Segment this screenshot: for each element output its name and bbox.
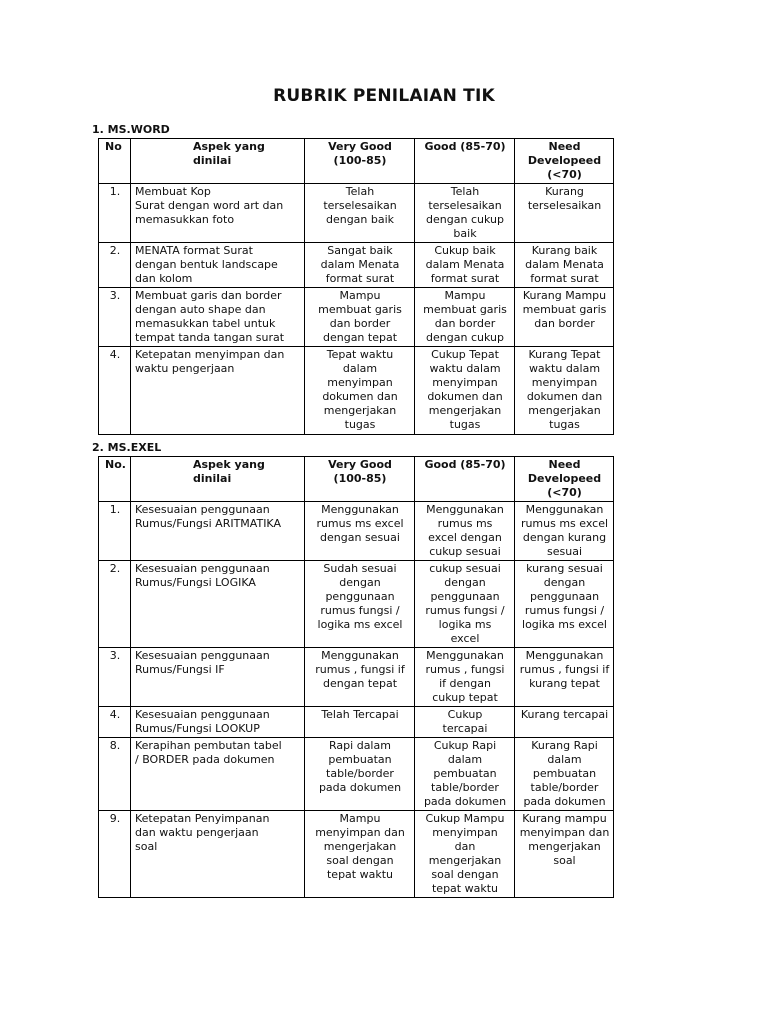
row-number: 1.	[99, 502, 131, 561]
row-very-good: Telah terselesaikan dengan baik	[305, 184, 415, 243]
row-need-developed: Kurang tercapai	[515, 707, 614, 738]
row-aspect: Kerapihan pembutan tabel / BORDER pada dokumen	[131, 738, 305, 811]
section-label-word: 1. MS.WORD	[92, 123, 170, 136]
row-need-developed: Menggunakan rumus , fungsi if kurang tepat	[515, 648, 614, 707]
row-aspect: Kesesuaian penggunaan Rumus/Fungsi ARITMATIKA	[131, 502, 305, 561]
header-need-developed: Need Developeed (<70)	[515, 139, 614, 184]
row-good: Mampu membuat garis dan border dengan cukup	[415, 288, 515, 347]
row-aspect: Ketepatan Penyimpanan dan waktu pengerjaan soal	[131, 811, 305, 898]
row-aspect: Membuat Kop Surat dengan word art dan memasukkan foto	[131, 184, 305, 243]
row-need-developed: Kurang Mampu membuat garis dan border	[515, 288, 614, 347]
row-need-developed: Kurang Rapi dalam pembuatan table/border pada dokumen	[515, 738, 614, 811]
table-row	[99, 561, 614, 648]
row-need-developed: kurang sesuai dengan penggunaan rumus fungsi / logika ms excel	[515, 561, 614, 648]
word-rubric-table	[98, 138, 614, 435]
table-row	[99, 243, 614, 288]
table-row	[99, 738, 614, 811]
row-number: 8.	[99, 738, 131, 811]
header-good: Good (85-70)	[415, 139, 515, 184]
table-row	[99, 347, 614, 435]
header-very-good: Very Good (100-85)	[305, 139, 415, 184]
row-aspect: Kesesuaian penggunaan Rumus/Fungsi IF	[131, 648, 305, 707]
row-good: Menggunakan rumus , fungsi if dengan cukup tepat	[415, 648, 515, 707]
row-very-good: Menggunakan rumus , fungsi if dengan tepat	[305, 648, 415, 707]
header-aspect: Aspek yang dinilai	[131, 457, 305, 502]
row-need-developed: Kurang mampu menyimpan dan mengerjakan soal	[515, 811, 614, 898]
row-number: 3.	[99, 288, 131, 347]
table-row	[99, 502, 614, 561]
row-very-good: Sangat baik dalam Menata format surat	[305, 243, 415, 288]
row-aspect: Membuat garis dan border dengan auto shape dan memasukkan tabel untuk tempat tanda tangan surat	[131, 288, 305, 347]
table-header-row	[99, 457, 614, 502]
row-number: 2.	[99, 243, 131, 288]
document-title: RUBRIK PENILAIAN TIK	[273, 86, 495, 106]
row-very-good: Rapi dalam pembuatan table/border pada dokumen	[305, 738, 415, 811]
row-good: Cukup Mampu menyimpan dan mengerjakan soal dengan tepat waktu	[415, 811, 515, 898]
row-number: 3.	[99, 648, 131, 707]
row-very-good: Mampu membuat garis dan border dengan tepat	[305, 288, 415, 347]
row-good: Cukup tercapai	[415, 707, 515, 738]
row-good: Cukup baik dalam Menata format surat	[415, 243, 515, 288]
row-aspect: MENATA format Surat dengan bentuk landscape dan kolom	[131, 243, 305, 288]
row-number: 4.	[99, 707, 131, 738]
table-row	[99, 707, 614, 738]
row-very-good: Tepat waktu dalam menyimpan dokumen dan mengerjakan tugas	[305, 347, 415, 435]
row-very-good: Mampu menyimpan dan mengerjakan soal dengan tepat waktu	[305, 811, 415, 898]
table-header-row	[99, 139, 614, 184]
row-number: 9.	[99, 811, 131, 898]
section-label-excel: 2. MS.EXEL	[92, 441, 162, 454]
row-need-developed: Kurang baik dalam Menata format surat	[515, 243, 614, 288]
header-very-good: Very Good (100-85)	[305, 457, 415, 502]
row-need-developed: Kurang terselesaikan	[515, 184, 614, 243]
row-good: Cukup Tepat waktu dalam menyimpan dokumen dan mengerjakan tugas	[415, 347, 515, 435]
row-need-developed: Menggunakan rumus ms excel dengan kurang sesuai	[515, 502, 614, 561]
header-no: No.	[99, 457, 131, 502]
row-number: 4.	[99, 347, 131, 435]
table-row	[99, 811, 614, 898]
header-need-developed: Need Developeed (<70)	[515, 457, 614, 502]
row-very-good: Menggunakan rumus ms excel dengan sesuai	[305, 502, 415, 561]
header-no: No	[99, 139, 131, 184]
header-aspect: Aspek yang dinilai	[131, 139, 305, 184]
row-aspect: Ketepatan menyimpan dan waktu pengerjaan	[131, 347, 305, 435]
excel-rubric-table	[98, 456, 614, 898]
table-row	[99, 184, 614, 243]
table-row	[99, 648, 614, 707]
row-need-developed: Kurang Tepat waktu dalam menyimpan dokumen dan mengerjakan tugas	[515, 347, 614, 435]
row-good: Cukup Rapi dalam pembuatan table/border pada dokumen	[415, 738, 515, 811]
row-very-good: Telah Tercapai	[305, 707, 415, 738]
row-good: cukup sesuai dengan penggunaan rumus fungsi / logika ms excel	[415, 561, 515, 648]
row-aspect: Kesesuaian penggunaan Rumus/Fungsi LOOKUP	[131, 707, 305, 738]
row-number: 1.	[99, 184, 131, 243]
table-row	[99, 288, 614, 347]
row-number: 2.	[99, 561, 131, 648]
row-very-good: Sudah sesuai dengan penggunaan rumus fungsi / logika ms excel	[305, 561, 415, 648]
row-good: Menggunakan rumus ms excel dengan cukup sesuai	[415, 502, 515, 561]
row-good: Telah terselesaikan dengan cukup baik	[415, 184, 515, 243]
header-good: Good (85-70)	[415, 457, 515, 502]
row-aspect: Kesesuaian penggunaan Rumus/Fungsi LOGIKA	[131, 561, 305, 648]
